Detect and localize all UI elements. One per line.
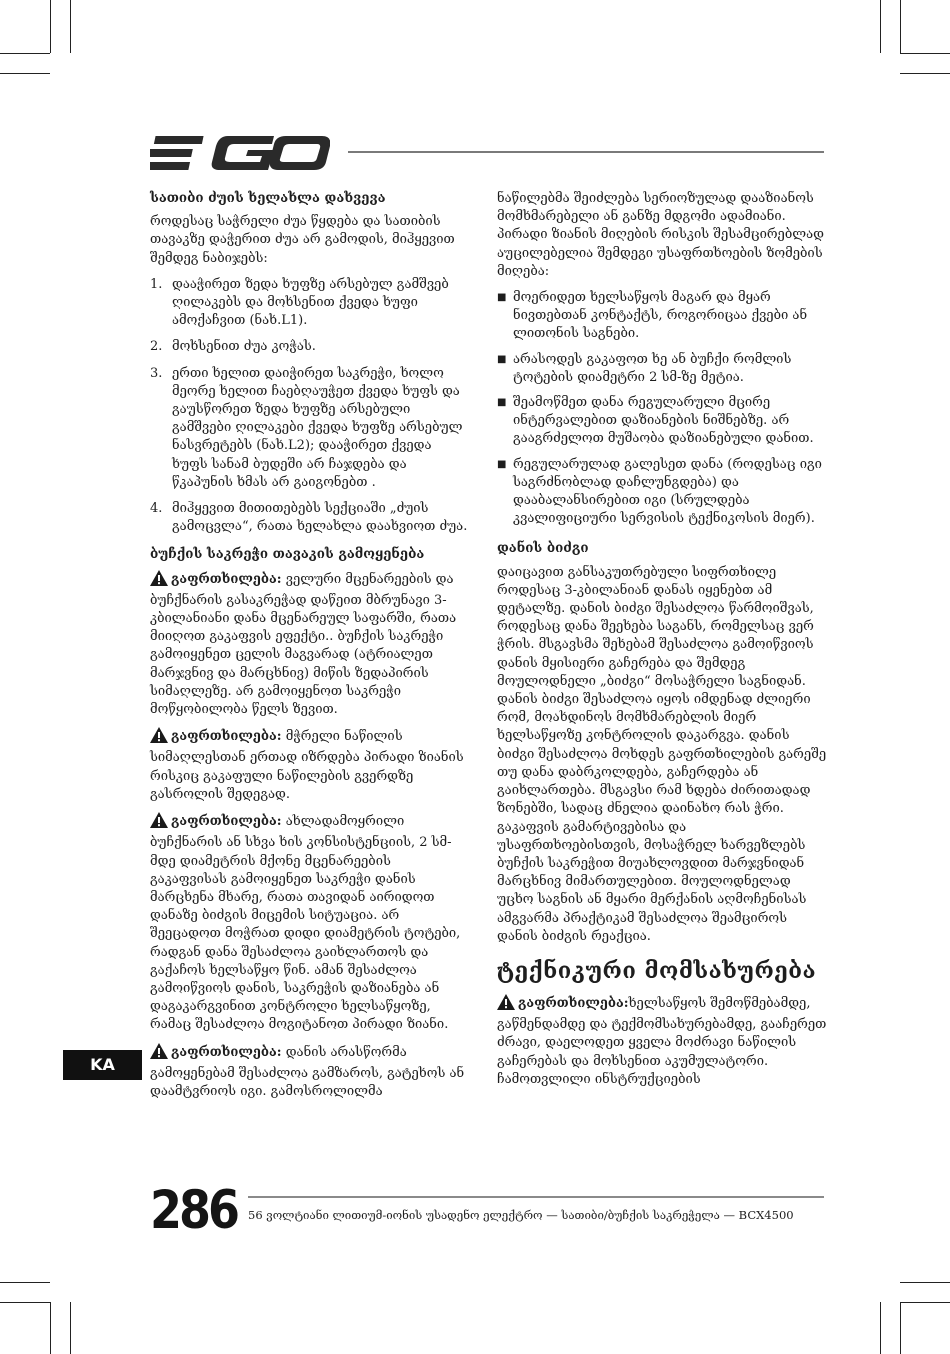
section-heading-line-rewind: სათიბი ძუის ხელახლა დახვევა [150,191,386,206]
list-item: ■ რეგულარულად გალესეთ დანა (როდესაც იგი საგრძნობლად დაჩლუნგდება) და დააბალანსირებით იგი (სრულდება კვალიფიციური სერვისის ტექნიკოსის მიერ). [497,456,827,529]
section-title-maintenance: ტექნიკური მომსახურება [497,957,817,984]
footer-text: 56 ვოლტიანი ლითიუმ-იონის უსადენო ელექტრო — სათიბი/ბუჩქის საკრეჭელა — BCX4500 [248,1208,794,1222]
crop-mark [900,53,950,54]
list-item: ■ შეამოწმეთ დანა რეგულარული მცირე ინტერვალებით დაზიანების ნიშნებზე. არ გააგრძელოთ მუშაობა დაზიანებული დანით. [497,394,827,449]
page-number: 286 [150,1178,238,1241]
crop-mark [900,1282,950,1283]
warning-block: გაფრთხილება:ხელსაწყოს შემოწმებამდე, გაწმენდამდე და ტექმომსახურებამდე, გააჩერეთ ძრავი, დაელოდეთ ყველა მოძრავი ნაწილის გაჩერებას და მოხსენით აკუმულატორი. ჩამოთვლილი ინსტრუქციების [497,995,827,1087]
warning-triangle-icon [497,994,515,1016]
crop-mark [0,1302,50,1303]
language-tab: KA [63,1050,142,1080]
list-item: 3. ერთი ხელით დაიჭირეთ საკრეჭი, ხოლო მეორე ხელით ჩაებღაუჭეთ ქვედა ხუფს და გაუსწორეთ ზედა ხუფზე არსებული გამშვები ღილაკები ქვედა ხუფზე არსებულ ნასვრეტებს (ნახ.L2); დააჭირეთ ქვედა ხუფს სანამ ბუდეში არ ჩაჯდება და წკაპუნის ხმას არ გაიგონებთ . [150,365,463,490]
crop-mark [900,1302,901,1354]
list-item: ■ მოერიდეთ ხელსაწყოს მაგარ და მყარ ნივთებთან კონტაქტს, როგორიცაა ქვები ან ლითონის საგნები. [497,289,827,344]
kickback-text: დაიცავით განსაკუთრებული სიფრთხილე როდესაც 3-კბილანიან დანას იყენებთ ამ დეტალზე. დანის ბიძგი შესაძლოა წარმოიშვას, როდესაც დანა შეეხება საგანს, რომელსაც ვერ ჭრის. მსგავსმა შეხებამ შესაძლოა გამოიწვიოს დანის მყისიერი გაჩერება და შემდეგ მოულოდნელი „ბიძგი“ მოსაჭრელი საგნიდან. დანის ბიძგი შესაძლოა იყოს იმდენად ძლიერი რომ, მოახდინოს მომხმარებლის მიერ ხელსაწყოზე კონტროლის დაკარგვა. დანის ბიძგი შესაძლოა მოხდეს გაფრთხილების გარეშე თუ დანა დაბრკოლდება, გაჩერდება ან გაიხლართება. მსგავსი რამ ხდება ძირითადად ზონებში, სადაც ძნელია დაინახო რას ჭრი. გაკაფვის გამარტივებისა და უსაფრთხოებისთვის, მოსაჭრელ ხარვეზლებს ბუჩქის საკრეჭით მიუახლოვდით მარჯვნიდან მარცხნივ მიმართულებით. მოულოდნელად უცხო საგნის ან მყარი მერქანის აღმოჩენისას ამგვარმა პრაქტიკამ შესაძლოა შეამციროს დანის ბიძგის რეაქცია. [497,564,827,944]
crop-mark [900,1302,950,1303]
crop-mark [880,0,881,53]
crop-mark [70,0,71,53]
rewind-steps [150,276,468,537]
line-rewind-intro: როდესაც საჭრელი ძუა წყდება და სათიბის თავაკზე დაჭერით ძუა არ გამოდის, მიჰყევით შემდეგ ნაბიჯებს: [150,214,455,266]
crop-mark [900,0,901,53]
right-intro: ნაწილებმა შეიძლება სერიოზულად დააზიანოს მომხმარებელი ან განზე მდგომი ადამიანი. პირადი ზიანის მიღების რისკის შესამცირებლად აუცილებელია შემდეგი უსაფრთხოების ზომების მიღება: [497,191,824,279]
warning-block: გაფრთხილება: ველური მცენარეების და ბუჩქნარის გასაკრეჭად დაწეით მბრუნავი 3-კბილანიანი დანა მცენარეულ საფარში, რათა მიიღოთ გაკაფვის ეფექტი.. ბუჩქის საკრეჭი გამოიყენეთ ცელის მაგვარად (ატრიალეთ მარჯვნივ და მარცხნივ) მიწის ზედაპირის სიმაღლეზე. არ გამოიყენოთ საკრეჭი მოწყობილობა წელს ზევით. [150,571,457,718]
list-item: 4. მიჰყევით მითითებებს სექციაში „ძუის გამოცვლა“, რათა ხელახლა დაახვიოთ ძუა. [150,501,468,535]
warning-triangle-icon [150,727,168,749]
warning-block: გაფრთხილება: ახლადამოყრილი ბუჩქნარის ან სხვა ხის კონსისტენციის, 2 სმ-მდე დიამეტრის მქონე მცენარეების გაკაფვისას გამოიყენეთ საკრეჭი დანის მარცხენა მხარე, რათა თავიდან აირიდოთ დანაზე ბიძგის მიცემის სიტუაცია. არ შეეცადოთ მოჭრათ დიდი დიამეტრის ტოტები, რადგან დანა შესაძლოა გაიხლართოს და გაქაჩოს ხელსაწყო წინ. ამან შესაძლოა გამოიწვიოს დანის, საკრეჭის დაზიანება ან დაგაკარგვინით კონტროლი ხელსაწყოზე, რამაც შესაძლოა მოგიტანოთ პირადი ზიანი. [150,814,461,1033]
crop-mark [900,73,950,74]
crop-mark [50,1302,51,1354]
crop-mark [50,0,51,53]
footer-rule [248,1196,824,1198]
warning-triangle-icon [150,570,168,592]
bullet-square-icon: ■ [497,292,507,304]
crop-mark [880,1302,881,1354]
list-item: ■ არასოდეს გაკაფოთ ხე ან ბუჩქი რომლის ტოტების დიამეტრი 2 სმ-ზე მეტია. [497,351,827,387]
section-heading-kickback: დანის ბიძგი [497,541,589,557]
right-column [497,190,827,1097]
warning-block: გაფრთხილება: მჭრელი ნაწილის სიმაღლესთან ერთად იზრდება პირადი ზიანის რისკიც გაკაფული ნაწილების გვერდზე გასროლის შედეგად. [150,729,464,802]
warning-triangle-icon [150,812,168,834]
safety-bullets [497,289,827,528]
list-item: 1. დააჭირეთ ზედა ხუფზე არსებულ გამშვებ ღილაკებს და მოხსენით ქვედა ხუფი ამოქაჩვით (ნახ.L1). [150,276,449,329]
left-column [150,190,468,1109]
list-item: 2. მოხსენით ძუა კოჭას. [150,339,316,355]
crop-mark [0,53,50,54]
crop-mark [0,1282,50,1283]
crop-mark [0,73,50,74]
section-heading-brush-head: ბუჩქის საკრეჭი თავაკის გამოყენება [150,547,425,563]
bullet-square-icon: ■ [497,353,507,365]
crop-mark [70,1302,71,1354]
bullet-square-icon: ■ [497,458,507,470]
bullet-square-icon: ■ [497,397,507,409]
warning-block: გაფრთხილება: დანის არასწორმა გამოყენებამ შესაძლოა გამზაროს, გატეხოს ან დაამტვრიოს იგი. გამოსროლილმა [150,1044,465,1099]
ego-logo [150,134,330,172]
header-rule [348,151,824,153]
warning-triangle-icon [150,1043,168,1065]
